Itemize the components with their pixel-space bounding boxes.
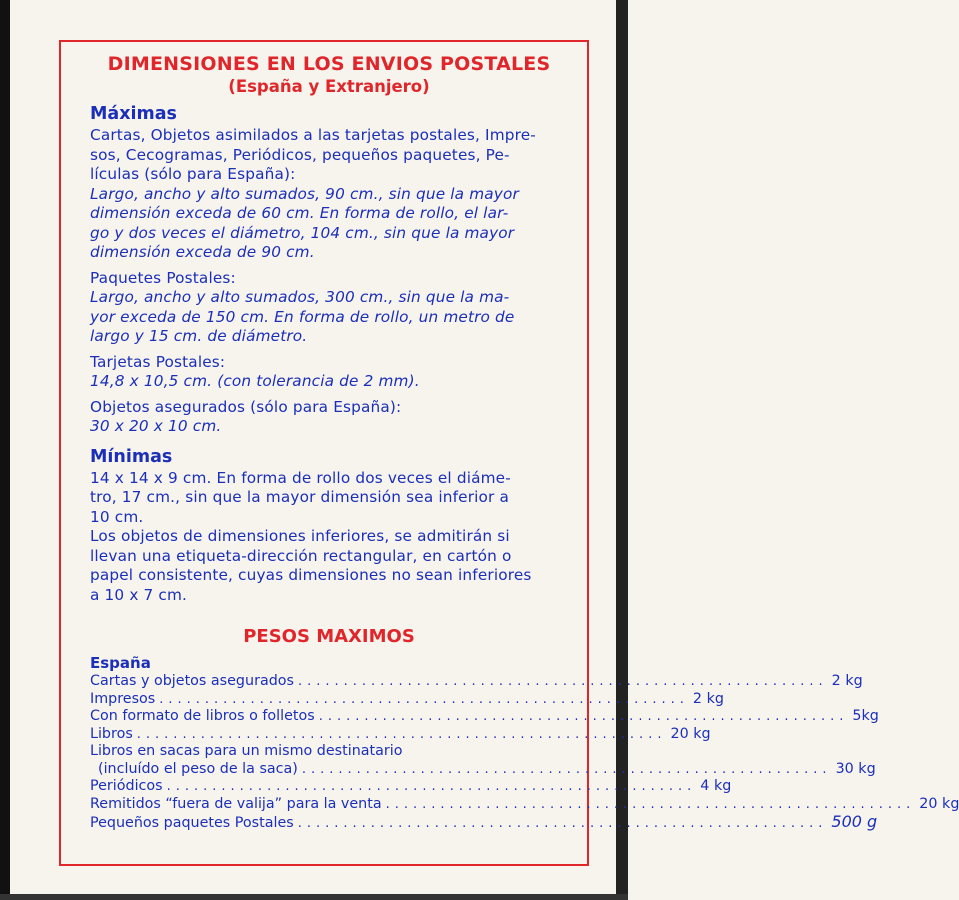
maximas-detail-3: go y dos veces el diámetro, 104 cm., sin que la mayor <box>90 223 515 242</box>
tarjetas-detail: 14,8 x 10,5 cm. (con tolerancia de 2 mm). <box>90 372 420 390</box>
minimas-line-2: tro, 17 cm., sin que la mayor dimensión sea inferior a <box>90 488 510 506</box>
weight-label: Libros en sacas para un mismo destinatario <box>90 743 403 759</box>
weight-row <box>90 673 863 691</box>
weight-value: 2 kg <box>831 673 863 689</box>
paquetes-detail-3: largo y 15 cm. de diámetro. <box>90 327 308 345</box>
leader-dots: .......................................................... <box>301 761 832 777</box>
left-edge-shadow <box>0 0 10 900</box>
minimas-line-7: a 10 x 7 cm. <box>90 585 188 604</box>
minimas-line-3: 10 cm. <box>90 507 144 526</box>
weight-label: (incluído el peso de la saca) <box>98 760 298 777</box>
pesos-title: PESOS MAXIMOS <box>243 626 415 647</box>
weight-label: Cartas y objetos asegurados <box>90 673 294 689</box>
weight-label: Impresos <box>90 690 156 707</box>
weight-label: Libros <box>90 725 133 742</box>
leader-dots: .......................................................... <box>318 709 849 724</box>
leader-dots: .......................................................... <box>166 779 697 794</box>
weight-row <box>90 778 732 796</box>
page-subtitle: (España y Extranjero) <box>228 77 430 96</box>
maximas-intro-3: lículas (sólo para España): <box>90 165 296 183</box>
weight-value: 2 kg <box>692 690 724 707</box>
bottom-edge-shadow <box>0 894 628 900</box>
weight-value: 20 kg <box>919 795 959 812</box>
leader-dots: .......................................................... <box>136 726 667 742</box>
weight-value: 4 kg <box>700 778 732 794</box>
minimas-heading: Mínimas <box>90 446 173 467</box>
weight-row <box>90 708 879 726</box>
asegurados-intro: Objetos asegurados (sólo para España): <box>90 397 402 416</box>
minimas-line-4: Los objetos de dimensiones inferiores, se admitirán si <box>90 527 510 545</box>
paquetes-detail-2: yor exceda de 150 cm. En forma de rollo, un metro de <box>90 307 515 326</box>
tarjetas-intro: Tarjetas Postales: <box>90 352 226 371</box>
weight-row <box>90 795 959 814</box>
minimas-line-1: 14 x 14 x 9 cm. En forma de rollo dos veces el diáme- <box>90 468 511 487</box>
weight-value: 5kg <box>852 708 879 724</box>
page-title: DIMENSIONES EN LOS ENVIOS POSTALES <box>107 53 551 75</box>
weight-row <box>90 812 878 833</box>
maximas-detail-4: dimensión exceda de 90 cm. <box>90 243 315 261</box>
weight-value: 500 g <box>831 812 878 831</box>
pesos-region: España <box>90 654 151 672</box>
weight-value: 20 kg <box>670 725 711 742</box>
weight-label: Remitidos “fuera de valija” para la venta <box>90 795 382 812</box>
paquetes-intro: Paquetes Postales: <box>90 268 236 287</box>
paquetes-detail-1: Largo, ancho y alto sumados, 300 cm., sin que la ma- <box>90 288 510 306</box>
weight-row <box>90 725 711 744</box>
weight-row <box>90 690 724 709</box>
minimas-line-6: papel consistente, cuyas dimensiones no sean inferiores <box>90 566 532 584</box>
weight-row <box>90 760 876 779</box>
asegurados-detail: 30 x 20 x 10 cm. <box>90 417 222 435</box>
leader-dots: .......................................................... <box>297 674 828 689</box>
weight-row <box>90 743 562 761</box>
minimas-line-5: llevan una etiqueta-dirección rectangular, en cartón o <box>90 546 512 565</box>
maximas-heading: Máximas <box>90 104 177 124</box>
maximas-intro-2: sos, Cecogramas, Periódicos, pequeños paquetes, Pe- <box>90 145 510 164</box>
weight-label: Periódicos <box>90 778 163 794</box>
weight-label: Con formato de libros o folletos <box>90 708 315 724</box>
leader-dots: .......................................................... <box>385 796 916 812</box>
maximas-detail-1: Largo, ancho y alto sumados, 90 cm., sin que la mayor <box>90 184 519 203</box>
leader-dots: .......................................................... <box>297 816 828 831</box>
card-content <box>90 52 959 833</box>
maximas-intro-1: Cartas, Objetos asimilados a las tarjetas postales, Impre- <box>90 126 536 144</box>
weight-value: 30 kg <box>835 760 876 777</box>
maximas-detail-2: dimensión exceda de 60 cm. En forma de rollo, el lar- <box>90 204 509 222</box>
leader-dots: .......................................................... <box>159 691 689 707</box>
weight-label: Pequeños paquetes Postales <box>90 815 294 831</box>
